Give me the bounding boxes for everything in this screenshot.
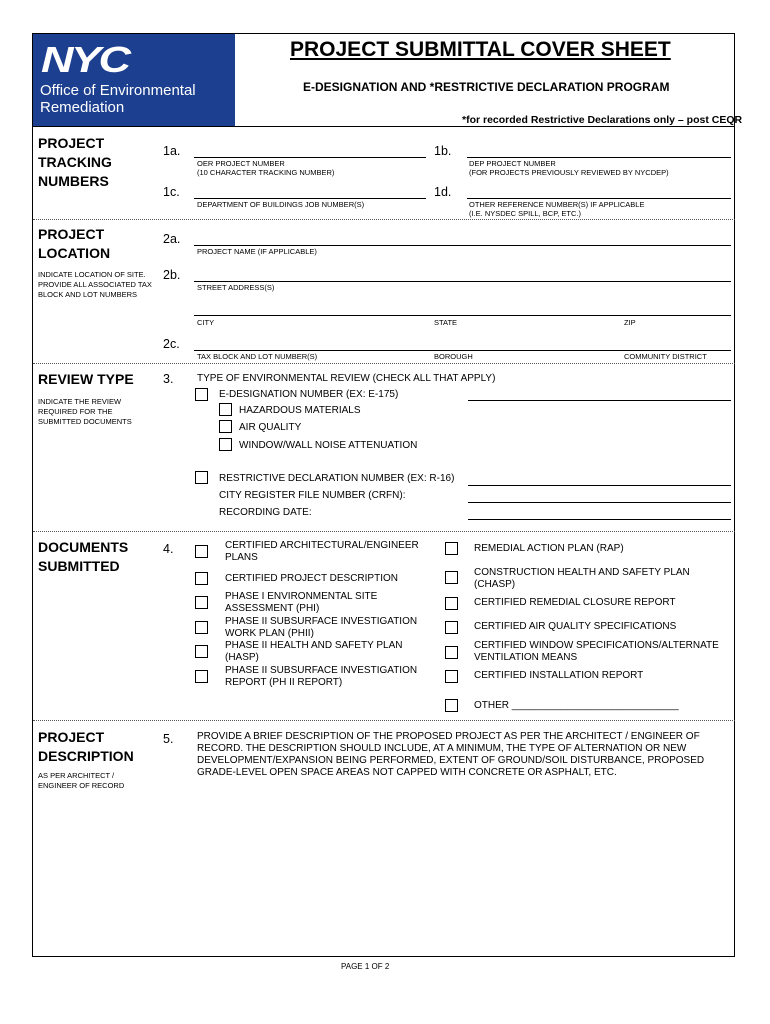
- description-instructions: PROVIDE A BRIEF DESCRIPTION OF THE PROPOSED PROJECT AS PER THE ARCHITECT / ENGINEER OF RECORD. THE DESCRIPTION SHOULD INCLUDE, AT A MINIMUM, THE TYPE OF ALTERNATION OR NEW DEVELOPMENT/EXPANSION BEING PERFORMED, EXTENT OF GROUND/SOIL DISTURBANCE, PROPOSED GRADE-LEVEL OPEN SPACE AREAS NOT CAPPED WITH CONCRETE OR ASPHALT, ETC.: [197, 731, 705, 778]
- label-1a: 1a.: [163, 144, 181, 158]
- checkbox-doc-left-2[interactable]: [195, 572, 208, 585]
- label-5: 5.: [163, 732, 174, 746]
- location-sub: INDICATE LOCATION OF SITE. PROVIDE ALL ASSOCIATED TAX BLOCK AND LOT NUMBERS: [38, 270, 152, 299]
- checkbox-doc-left-6[interactable]: [195, 670, 208, 683]
- field-2c[interactable]: [194, 350, 731, 351]
- edesignation-label: E-DESIGNATION NUMBER (EX: E-175): [219, 389, 399, 400]
- checkbox-doc-right-2[interactable]: [445, 571, 458, 584]
- checkbox-edesignation[interactable]: [195, 388, 208, 401]
- hazardous-label: HAZARDOUS MATERIALS: [239, 405, 361, 416]
- doc-right-6: CERTIFIED INSTALLATION REPORT: [474, 670, 644, 681]
- review-intro: TYPE OF ENVIRONMENTAL REVIEW (CHECK ALL THAT APPLY): [197, 373, 496, 384]
- caption-1b: DEP PROJECT NUMBER (FOR PROJECTS PREVIOUSLY REVIEWED BY NYCDEP): [469, 159, 669, 177]
- caption-1c: DEPARTMENT OF BUILDINGS JOB NUMBER(S): [197, 200, 365, 209]
- doc-right-3: CERTIFIED REMEDIAL CLOSURE REPORT: [474, 597, 676, 608]
- doc-left-1: CERTIFIED ARCHITECTURAL/ENGINEER PLANS: [225, 540, 419, 563]
- checkbox-doc-right-5[interactable]: [445, 646, 458, 659]
- review-heading: REVIEW TYPE: [38, 371, 134, 387]
- field-2a[interactable]: [194, 245, 731, 246]
- doc-right-2: CONSTRUCTION HEALTH AND SAFETY PLAN (CHASP): [474, 567, 690, 590]
- doc-right-1: REMEDIAL ACTION PLAN (RAP): [474, 543, 624, 554]
- page-title: PROJECT SUBMITTAL COVER SHEET: [290, 38, 671, 61]
- doc-left-3: PHASE I ENVIRONMENTAL SITE ASSESSMENT (PHI): [225, 591, 378, 614]
- tracking-heading: PROJECT TRACKING NUMBERS: [38, 135, 112, 189]
- description-sub: AS PER ARCHITECT / ENGINEER OF RECORD: [38, 771, 125, 790]
- checkbox-doc-left-1[interactable]: [195, 545, 208, 558]
- doc-left-4: PHASE II SUBSURFACE INVESTIGATION WORK PLAN (PHII): [225, 616, 418, 639]
- recording-label: RECORDING DATE:: [219, 507, 312, 518]
- air-quality-label: AIR QUALITY: [239, 422, 302, 433]
- divider: [33, 126, 735, 127]
- checkbox-hazardous[interactable]: [219, 403, 232, 416]
- documents-heading: DOCUMENTS SUBMITTED: [38, 539, 129, 574]
- location-heading: PROJECT LOCATION: [38, 226, 111, 261]
- page-number: PAGE 1 OF 2: [341, 962, 390, 971]
- field-recording-date[interactable]: [468, 519, 731, 520]
- doc-right-4: CERTIFIED AIR QUALITY SPECIFICATIONS: [474, 621, 677, 632]
- caption-1d: OTHER REFERENCE NUMBER(S) IF APPLICABLE (I.E. NYSDEC SPILL, BCP, ETC.): [469, 200, 645, 218]
- label-1c: 1c.: [163, 185, 180, 199]
- doc-left-6: PHASE II SUBSURFACE INVESTIGATION REPORT (PH II REPORT): [225, 665, 418, 688]
- checkbox-doc-other[interactable]: [445, 699, 458, 712]
- nyc-logo: NYC: [41, 39, 129, 80]
- label-2a: 2a.: [163, 232, 181, 246]
- label-1b: 1b.: [434, 144, 452, 158]
- checkbox-air-quality[interactable]: [219, 420, 232, 433]
- review-sub: INDICATE THE REVIEW REQUIRED FOR THE SUBMITTED DOCUMENTS: [38, 397, 132, 426]
- checkbox-doc-right-4[interactable]: [445, 621, 458, 634]
- divider: [33, 219, 735, 220]
- header-note: *for recorded Restrictive Declarations only – post CEQR: [462, 114, 743, 126]
- field-city-state-zip[interactable]: [194, 315, 731, 316]
- doc-right-5: CERTIFIED WINDOW SPECIFICATIONS/ALTERNATE VENTILATION MEANS: [474, 640, 719, 663]
- checkbox-doc-left-3[interactable]: [195, 596, 208, 609]
- field-1c[interactable]: [194, 198, 426, 199]
- divider: [33, 363, 735, 364]
- caption-taxblock: TAX BLOCK AND LOT NUMBER(S): [197, 352, 318, 361]
- divider: [33, 531, 735, 532]
- label-2c: 2c.: [163, 337, 180, 351]
- label-1d: 1d.: [434, 185, 452, 199]
- field-2b[interactable]: [194, 281, 731, 282]
- caption-2a: PROJECT NAME (IF APPLICABLE): [197, 247, 317, 256]
- label-3: 3.: [163, 372, 174, 386]
- crfn-label: CITY REGISTER FILE NUMBER (CRFN):: [219, 490, 406, 501]
- caption-1a: OER PROJECT NUMBER (10 CHARACTER TRACKING NUMBER): [197, 159, 335, 177]
- office-name: Office of Environmental Remediation: [40, 82, 196, 116]
- caption-state: STATE: [434, 318, 458, 327]
- caption-borough: BOROUGH: [434, 352, 473, 361]
- checkbox-doc-right-1[interactable]: [445, 542, 458, 555]
- field-restrictive[interactable]: [468, 485, 731, 486]
- brand-block: [33, 34, 235, 126]
- checkbox-doc-right-3[interactable]: [445, 597, 458, 610]
- caption-district: COMMUNITY DISTRICT: [624, 352, 707, 361]
- field-1b[interactable]: [467, 157, 731, 158]
- page-subtitle: E-DESIGNATION AND *RESTRICTIVE DECLARATION PROGRAM: [303, 80, 670, 94]
- checkbox-doc-right-6[interactable]: [445, 670, 458, 683]
- noise-label: WINDOW/WALL NOISE ATTENUATION: [239, 440, 418, 451]
- divider: [33, 720, 735, 721]
- label-4: 4.: [163, 542, 174, 556]
- doc-left-2: CERTIFIED PROJECT DESCRIPTION: [225, 573, 398, 584]
- checkbox-doc-left-5[interactable]: [195, 645, 208, 658]
- checkbox-doc-left-4[interactable]: [195, 621, 208, 634]
- field-1d[interactable]: [467, 198, 731, 199]
- label-2b: 2b.: [163, 268, 181, 282]
- doc-left-5: PHASE II HEALTH AND SAFETY PLAN (HASP): [225, 640, 403, 663]
- description-heading: PROJECT DESCRIPTION: [38, 729, 134, 764]
- field-1a[interactable]: [194, 157, 426, 158]
- checkbox-restrictive[interactable]: [195, 471, 208, 484]
- field-crfn[interactable]: [468, 502, 731, 503]
- restrictive-label: RESTRICTIVE DECLARATION NUMBER (EX: R-16): [219, 473, 455, 484]
- caption-zip: ZIP: [624, 318, 636, 327]
- caption-city: CITY: [197, 318, 215, 327]
- doc-other: OTHER ______________________________: [474, 700, 679, 711]
- caption-2b: STREET ADDRESS(S): [197, 283, 275, 292]
- checkbox-noise[interactable]: [219, 438, 232, 451]
- field-edesignation[interactable]: [468, 400, 731, 401]
